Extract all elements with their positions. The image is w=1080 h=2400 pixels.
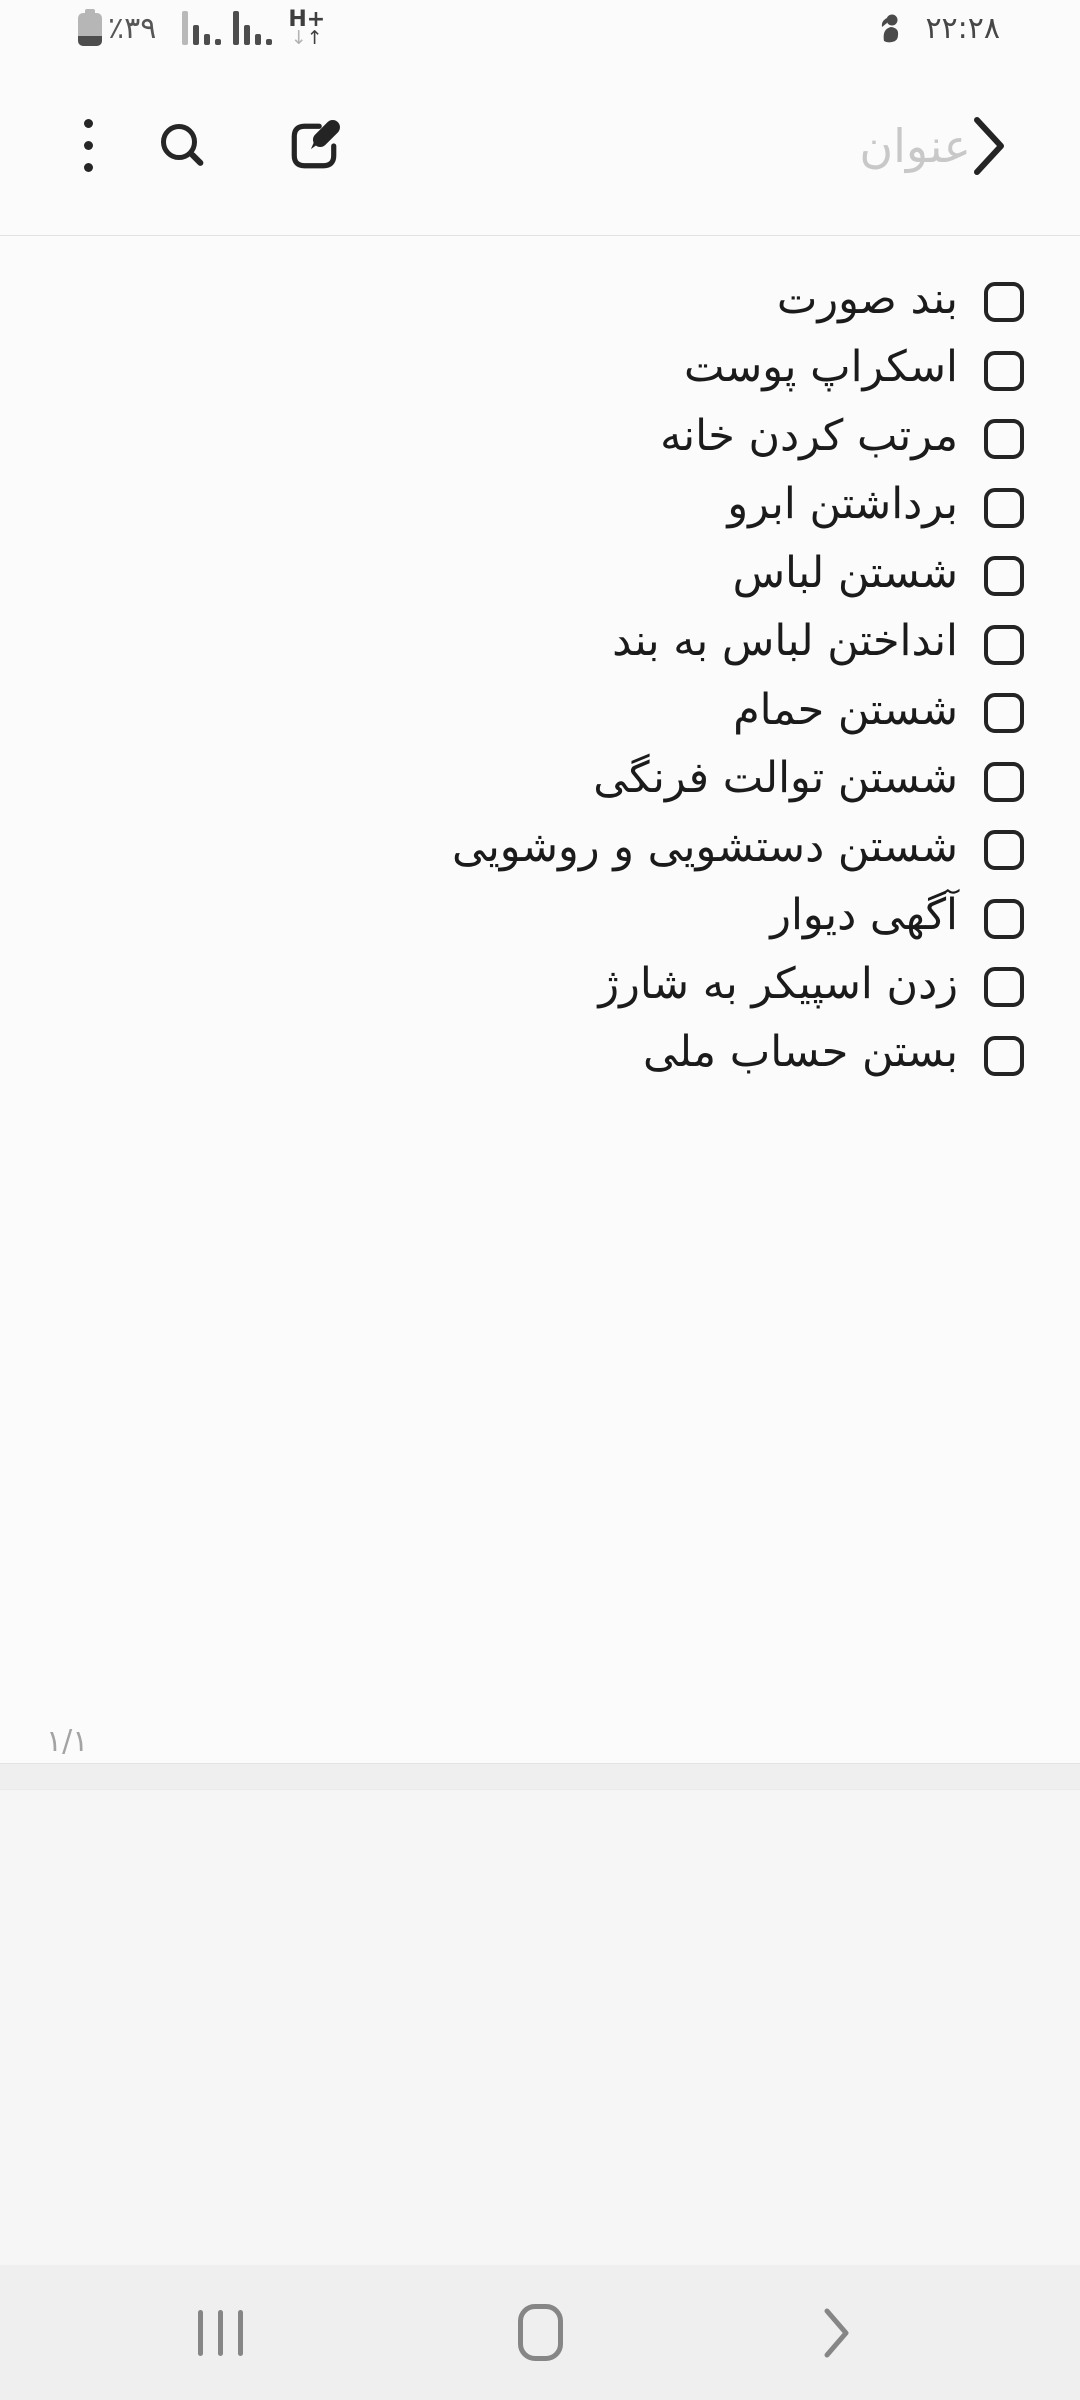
checklist-row[interactable] xyxy=(0,748,1024,817)
search-icon xyxy=(161,124,197,160)
checkbox-icon[interactable] xyxy=(984,488,1024,528)
checkbox-icon[interactable] xyxy=(984,419,1024,459)
back-chevron-icon[interactable] xyxy=(971,113,1008,179)
checklist-row[interactable] xyxy=(0,474,1024,543)
back-nav-icon xyxy=(821,2305,853,2361)
checklist-item-label: آگهی دیوار xyxy=(770,890,958,941)
lower-empty-area xyxy=(0,1790,1080,2265)
kebab-dot xyxy=(84,119,93,128)
checklist-item-label: انداختن لباس به بند xyxy=(612,616,958,667)
checklist-row[interactable] xyxy=(0,611,1024,680)
checklist-row[interactable] xyxy=(0,1022,1024,1091)
checkbox-icon[interactable] xyxy=(984,1036,1024,1076)
page-indicator: ۱/۱ xyxy=(46,1724,89,1759)
checklist-row[interactable] xyxy=(0,405,1024,474)
checklist-row[interactable] xyxy=(0,542,1024,611)
checklist-item-label: بستن حساب ملی xyxy=(642,1027,958,1078)
navigation-bar xyxy=(0,2265,1080,2400)
checkbox-icon[interactable] xyxy=(984,830,1024,870)
mobile-data-hplus-icon: H+ ↓↑ xyxy=(288,6,326,49)
checkbox-icon[interactable] xyxy=(984,899,1024,939)
signal-strength-icon-sim1 xyxy=(182,11,221,45)
checkbox-icon[interactable] xyxy=(984,625,1024,665)
checkbox-icon[interactable] xyxy=(984,693,1024,733)
recents-button[interactable] xyxy=(160,2273,280,2393)
status-right-cluster xyxy=(877,11,1000,46)
checkbox-icon[interactable] xyxy=(984,351,1024,391)
clock-text: ۲۲:۲۸ xyxy=(925,10,1000,46)
checklist-item-label: برداشتن ابرو xyxy=(727,479,958,530)
page-edge-strip xyxy=(0,1763,1080,1790)
checklist-item-label: بند صورت xyxy=(776,273,958,324)
checklist-item-label: شستن توالت فرنگی xyxy=(593,753,958,804)
battery-icon xyxy=(78,13,102,46)
toolbar-right-cluster xyxy=(797,113,1080,179)
home-icon xyxy=(518,2304,563,2361)
kebab-dot xyxy=(84,141,93,150)
checklist-item-label: اسکراپ پوست xyxy=(684,342,958,393)
checkbox-icon[interactable] xyxy=(984,967,1024,1007)
edit-note-button[interactable] xyxy=(282,106,346,186)
status-left-cluster xyxy=(78,6,326,49)
checklist-item-label: شستن حمام xyxy=(733,684,958,735)
back-button[interactable] xyxy=(777,2273,897,2393)
home-button[interactable] xyxy=(480,2273,600,2393)
note-toolbar xyxy=(0,56,1080,236)
checklist-item-label: مرتب کردن خانه xyxy=(660,410,958,461)
checkbox-icon[interactable] xyxy=(984,282,1024,322)
search-button[interactable] xyxy=(152,106,216,186)
checkbox-icon[interactable] xyxy=(984,762,1024,802)
recents-icon xyxy=(190,2310,250,2356)
person-notification-icon xyxy=(877,12,903,44)
status-bar xyxy=(0,0,1080,56)
checklist-row[interactable] xyxy=(0,953,1024,1022)
note-title-placeholder[interactable]: عنوان xyxy=(859,118,971,173)
checklist-item-label: شستن دستشویی و روشویی xyxy=(452,821,958,872)
checkbox-icon[interactable] xyxy=(984,556,1024,596)
checklist xyxy=(0,236,1080,1090)
battery-percent: ٪۳۹ xyxy=(108,10,157,46)
more-options-button[interactable] xyxy=(66,106,110,186)
checklist-row[interactable] xyxy=(0,885,1024,954)
note-page[interactable] xyxy=(0,236,1080,1763)
checklist-item-label: زدن اسپیکر به شارژ xyxy=(598,958,958,1009)
checklist-row[interactable] xyxy=(0,816,1024,885)
checklist-row[interactable] xyxy=(0,337,1024,406)
kebab-dot xyxy=(84,163,93,172)
checklist-row[interactable] xyxy=(0,679,1024,748)
checklist-row[interactable] xyxy=(0,268,1024,337)
signal-strength-icon-sim2 xyxy=(233,11,272,45)
compose-icon xyxy=(287,119,341,173)
checklist-item-label: شستن لباس xyxy=(732,547,958,598)
